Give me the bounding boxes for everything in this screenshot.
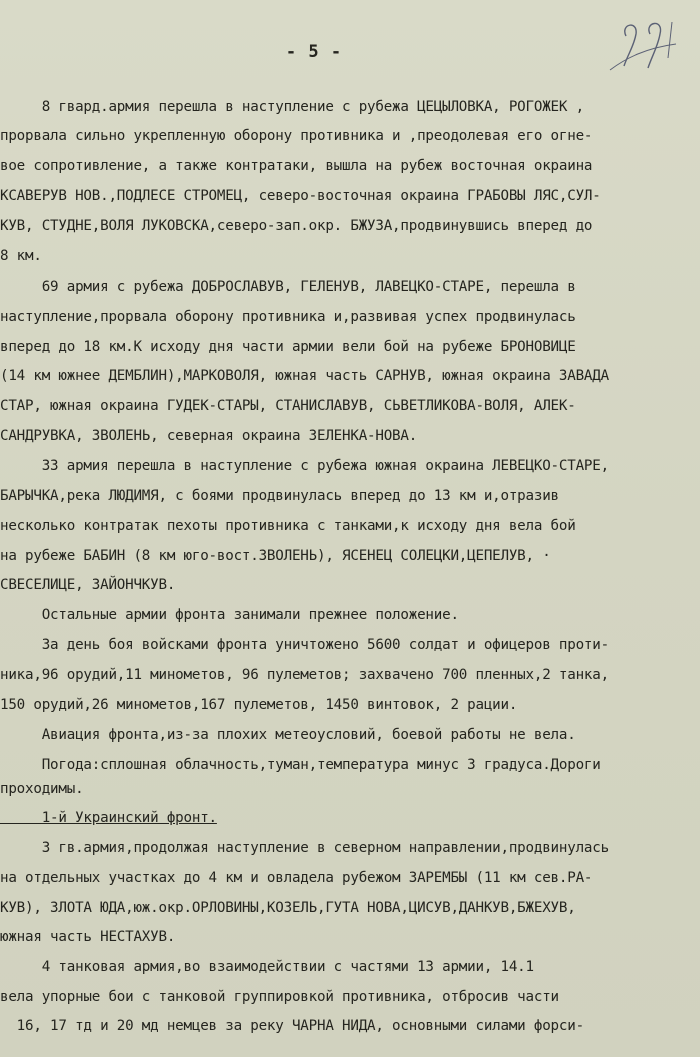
text-line: 3 гв.армия,продолжая наступление в северном направлении,продвинулась: [0, 840, 609, 856]
text-line: 150 орудий,26 минометов,167 пулеметов, 1450 винтовок, 2 рации.: [0, 697, 518, 713]
text-line: Погода:сплошная облачность,туман,температура минус 3 градуса.Дороги: [0, 757, 601, 773]
text-line: на рубеже БАБИН (8 км юго-вост.ЗВОЛЕНЬ), ЯСЕНЕЦ СОЛЕЦКИ,ЦЕПЕЛУВ, ·: [0, 548, 551, 564]
text-line: прорвала сильно укрепленную оборону противника и ,преодолевая его огне-: [0, 128, 593, 144]
section-heading: 1-й Украинский фронт.: [0, 810, 217, 826]
text-line: вперед до 18 км.К исходу дня части армии вели бой на рубеже БРОНОВИЦЕ: [0, 339, 576, 355]
text-line: САНДРУВКА, ЗВОЛЕНЬ, северная окраина ЗЕЛЕНКА-НОВА.: [0, 428, 418, 444]
text-line: вела упорные бои с танковой группировкой противника, отбросив части: [0, 989, 559, 1005]
text-line: СВЕСЕЛИЦЕ, ЗАЙОНЧКУВ.: [0, 577, 176, 593]
text-line: Остальные армии фронта занимали прежнее положение.: [0, 607, 459, 623]
text-line: 33 армия перешла в наступление с рубежа южная окраина ЛЕВЕЦКО-СТАРЕ,: [0, 458, 609, 474]
text-line: ника,96 орудий,11 минометов, 96 пулеметов; захвачено 700 пленных,2 танка,: [0, 667, 609, 683]
text-line: КУВ), ЗЛОТА ЮДА,юж.окр.ОРЛОВИНЫ,КОЗЕЛЬ,ГУТА НОВА,ЦИСУВ,ДАНКУВ,БЖЕХУВ,: [0, 900, 576, 916]
text-line: За день боя войсками фронта уничтожено 5600 солдат и офицеров проти-: [0, 637, 609, 653]
text-line: 8 км.: [0, 248, 42, 264]
text-line: Авиация фронта,из-за плохих метеоусловий, боевой работы не вела.: [0, 727, 576, 743]
text-line: на отдельных участках до 4 км и овладела рубежом ЗАРЕМБЫ (11 км сев.РА-: [0, 870, 593, 886]
text-line: 16, 17 тд и 20 мд немцев за реку ЧАРНА НИДА, основными силами форси-: [0, 1018, 584, 1034]
page-number: - 5 -: [285, 42, 343, 62]
text-line: наступление,прорвала оборону противника и,развивая успех продвинулась: [0, 309, 576, 325]
text-line: КУВ, СТУДНЕ,ВОЛЯ ЛУКОВСКА,северо-зап.окр. БЖУЗА,продвинувшись вперед до: [0, 218, 593, 234]
text-line: КСАВЕРУВ НОВ.,ПОДЛЕСЕ СТРОМЕЦ, северо-восточная окраина ГРАБОВЫ ЛЯС,СУЛ-: [0, 188, 601, 204]
text-line: проходимы.: [0, 781, 84, 797]
text-line: СТАР, южная окраина ГУДЕК-СТАРЫ, СТАНИСЛАВУВ, СЬВЕТЛИКОВА-ВОЛЯ, АЛЕК-: [0, 398, 576, 414]
text-line: вое сопротивление, а также контратаки, вышла на рубеж восточная окраина: [0, 158, 593, 174]
text-line: 69 армия с рубежа ДОБРОСЛАВУВ, ГЕЛЕНУВ, ЛАВЕЦКО-СТАРЕ, перешла в: [0, 279, 576, 295]
text-line: 4 танковая армия,во взаимодействии с частями 13 армии, 14.1: [0, 959, 534, 975]
text-line: несколько контратак пехоты противника с танками,к исходу дня вела бой: [0, 518, 576, 534]
handwritten-page-mark-icon: [606, 14, 692, 72]
text-line: БАРЫЧКА,река ЛЮДИМЯ, с боями продвинулась вперед до 13 км и,отразив: [0, 488, 559, 504]
text-line: южная часть НЕСТАХУВ.: [0, 929, 176, 945]
text-line: 8 гвард.армия перешла в наступление с рубежа ЦЕЦЫЛОВКА, РОГОЖЕК ,: [0, 99, 584, 115]
text-line: (14 км южнее ДЕМБЛИН),МАРКОВОЛЯ, южная часть САРНУВ, южная окраина ЗАВАДА: [0, 368, 609, 384]
